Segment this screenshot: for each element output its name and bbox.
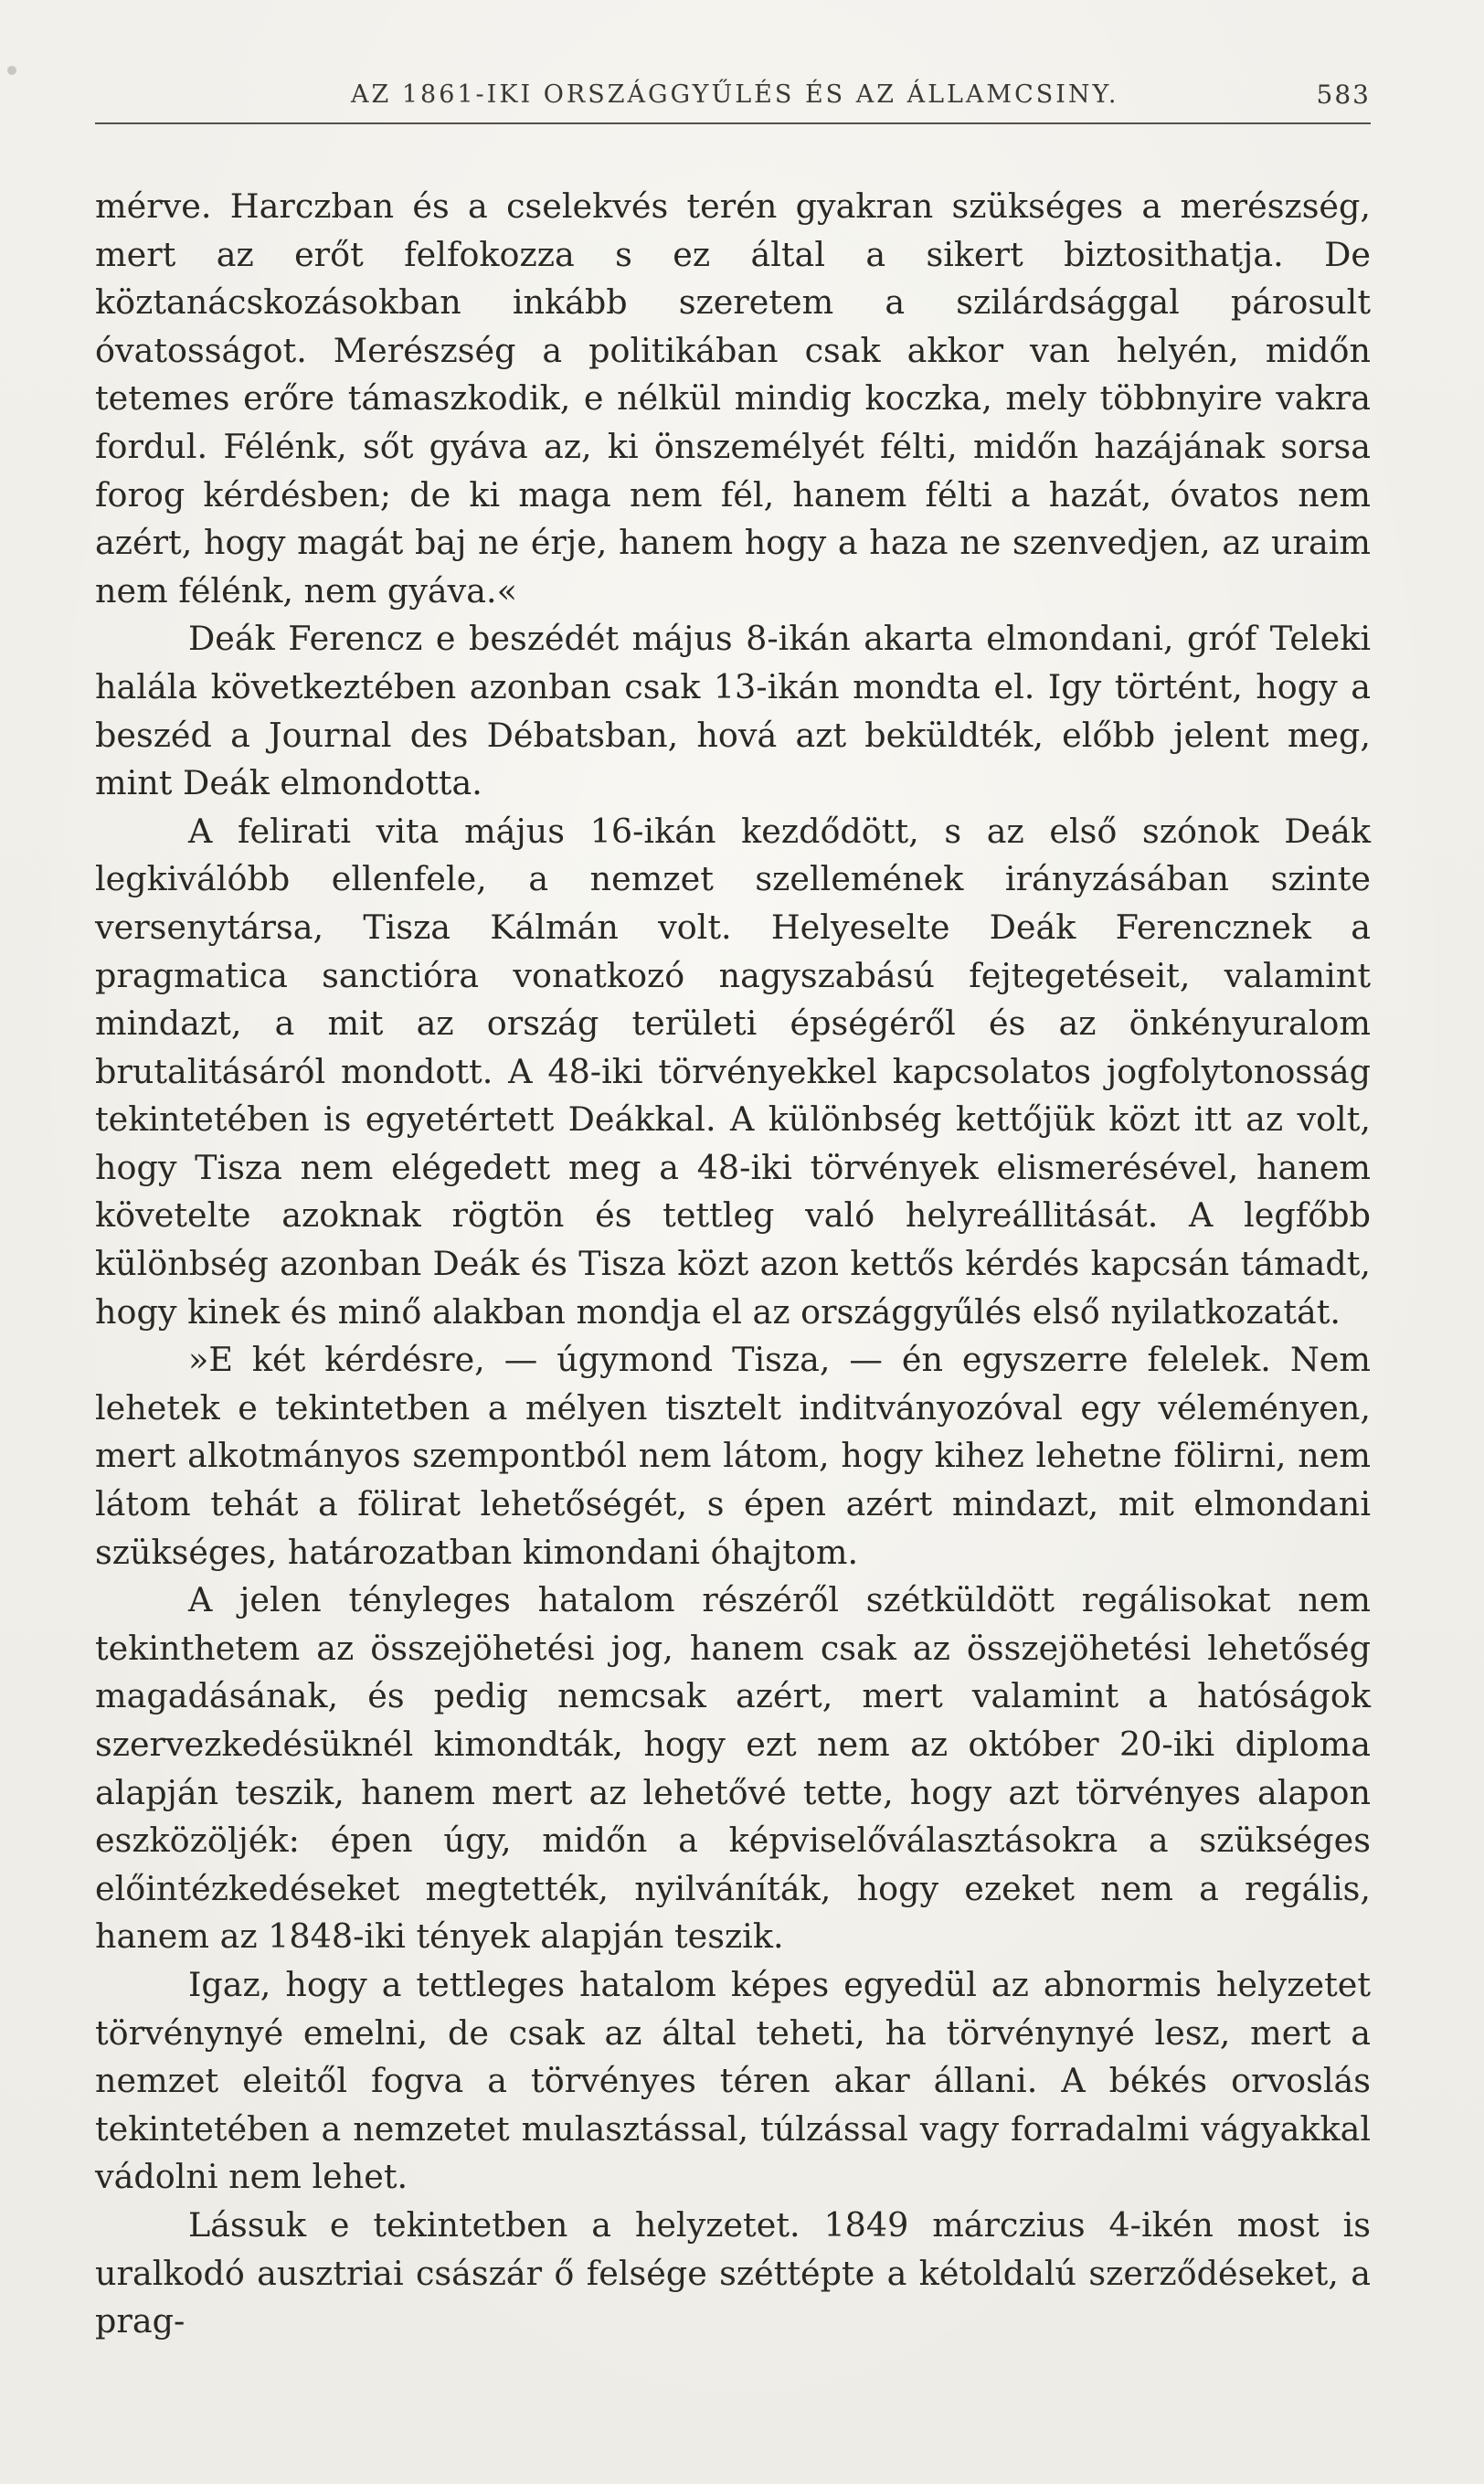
paragraph-5: A jelen tényleges hatalom részéről szétküldött regálisokat nem tekinthetem az összejöhetési jog, hanem csak az összejöhetési lehetőség magadásának, és pedig nemcsak azért, mert valamint a hatóságok szervezkedésüknél kimondták, hogy ezt nem az október 20-iki diploma alapján teszik, hanem mert az lehetővé tette, hogy azt törvényes alapon eszközöljék: épen úgy, midőn a képviselőválasztásokra a szükséges előintézkedéseket megtették, nyilváníták, hogy ezeket nem a regális, hanem az 1848-iki tények alapján teszik.: [95, 1580, 1371, 1957]
paragraph-2: Deák Ferencz e beszédét május 8-ikán akarta elmondani, gróf Teleki halála következtében azonban csak 13-ikán mondta el. Igy történt, hogy a beszéd a Journal des Débatsban, hová azt beküldték, előbb jelent meg, mint Deák elmondotta.: [95, 619, 1371, 803]
header-rule: [95, 122, 1371, 124]
paragraph-6: Igaz, hogy a tettleges hatalom képes egyedül az abnormis helyzetet törvénynyé emelni, de csak az által teheti, ha törvénynyé lesz, mert a nemzet eleitől fogva a törvényes téren akar állani. A békés orvoslás tekintetében a nemzetet mulasztással, túlzással vagy forradalmi vágyakkal vádolni nem lehet.: [95, 1964, 1371, 2197]
page-header: [95, 73, 1371, 117]
running-title: AZ 1861-IKI ORSZÁGGYŰLÉS ÉS AZ ÁLLAMCSINY.: [351, 80, 1119, 109]
binding-mark: [7, 66, 16, 75]
page-number: 583: [1316, 80, 1371, 110]
paragraph-4: »E két kérdésre, — úgymond Tisza, — én egyszerre felelek. Nem lehetek e tekintetben a mélyen tisztelt inditványozóval egy véleményen, mert alkotmányos szempontból nem látom, hogy kihez lehetne fölirni, nem látom tehát a fölirat lehetőségét, s épen azért mindazt, mit elmondani szükséges, határozatban kimondani óhajtom.: [95, 1340, 1371, 1572]
paragraph-7: Lássuk e tekintetben a helyzetet. 1849 márczius 4-ikén most is uralkodó ausztriai császár ő felsége széttépte a kétoldalú szerződéseket, a prag-: [95, 2204, 1371, 2341]
paragraph-3: A felirati vita május 16-ikán kezdődött, s az első szónok Deák legkiválóbb ellenfele, a nemzet szellemének irányzásában szinte versenytársa, Tisza Kálmán volt. Helyeselte Deák Ferencznek a pragmatica sanctióra vonatkozó nagyszabású fejtegetéseit, valamint mindazt, a mit az ország területi épségéről és az önkényuralom brutalitásáról mondott. A 48-iki törvényekkel kapcsolatos jogfolytonosság tekintetében is egyetértett Deákkal. A különbség kettőjük közt itt az volt, hogy Tisza nem elégedett meg a 48-iki törvények elismerésével, hanem követelte azoknak rögtön és tettleg való helyreállitását. A legfőbb különbség azonban Deák és Tisza közt azon kettős kérdés kapcsán támadt, hogy kinek és minő alakban mondja el az országgyűlés első nyilatkozatát.: [95, 811, 1371, 1332]
body-text: [95, 183, 1371, 2346]
paragraph-1: mérve. Harczban és a cselekvés terén gyakran szükséges a merészség, mert az erőt felfokozza s ez által a sikert biztosithatja. De köztanácskozásokban inkább szeretem a szilárdsággal párosult óvatosságot. Merészség a politikában csak akkor van helyén, midőn tetemes erőre támaszkodik, e nélkül mindig koczka, mely többnyire vakra fordul. Félénk, sőt gyáva az, ki önszemélyét félti, midőn hazájának sorsa forog kérdésben; de ki maga nem fél, hanem félti a hazát, óvatos nem azért, hogy magát baj ne érje, hanem hogy a haza ne szenvedjen, az uraim nem félénk, nem gyáva.«: [95, 186, 1371, 610]
